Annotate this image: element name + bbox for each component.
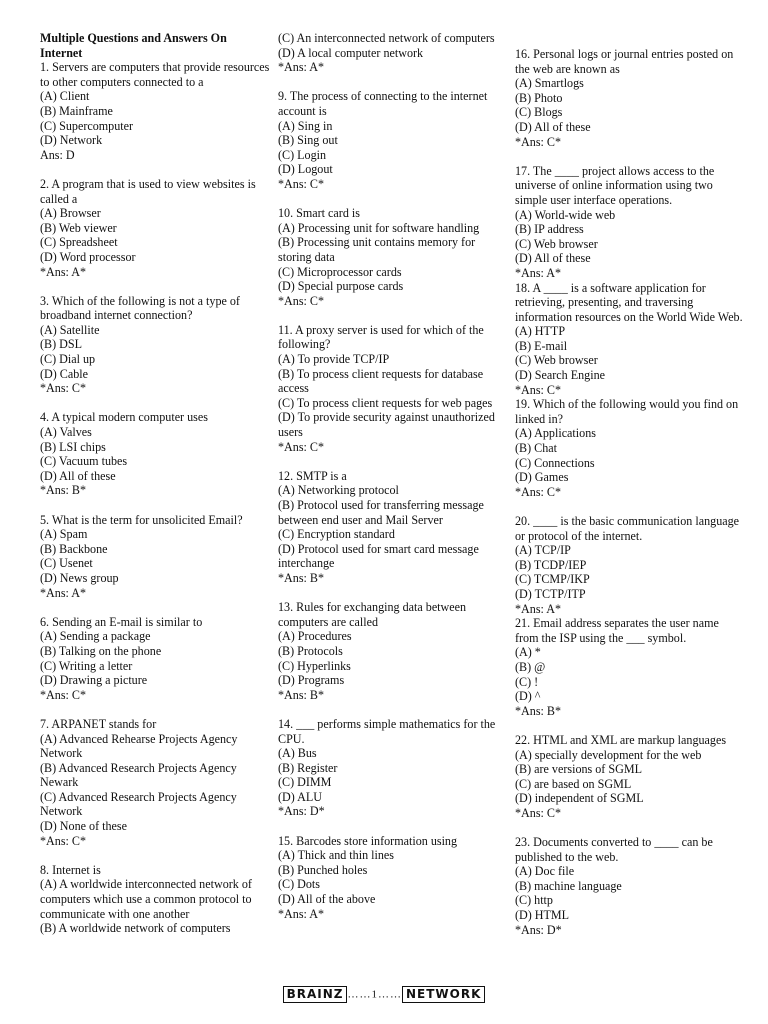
question-line: (C) Vacuum tubes [40,454,128,469]
question-line: 8. Internet is [40,862,101,877]
question-line: *Ans: B* [40,483,87,498]
question-block [278,206,508,308]
question-block [278,717,508,819]
question-line: *Ans: C* [515,484,562,499]
document-title: Multiple Questions and Answers On Internet [40,31,227,60]
question-line: (B) machine language [515,878,622,893]
question-line: 1. Servers are computers that provide resources to other computers connected to a [40,60,270,89]
question-line: (A) * [515,645,541,660]
column-3 [515,47,745,952]
question-line: (D) Special purpose cards [278,279,404,294]
question-line: *Ans: C* [515,134,562,149]
question-line: (B) Sing out [278,133,338,148]
question-line: 10. Smart card is [278,206,360,221]
question-block [40,513,270,601]
question-line: *Ans: A* [40,585,87,600]
question-line: *Ans: A* [278,60,325,75]
question-line: 22. HTML and XML are markup languages [515,732,727,747]
question-line: (A) Doc file [515,864,575,879]
question-line: (D) A local computer network [278,45,424,60]
question-line: (A) HTTP [515,324,566,339]
question-line: (D) ALU [278,789,322,804]
footer-brand-left: BRAINZ [283,986,348,1003]
question-line: (D) Search Engine [515,368,605,383]
question-line: (C) DIMM [278,775,332,790]
question-line: (C) ! [515,674,539,689]
question-line: (C) To process client requests for web pages [278,395,493,410]
question-line: (C) Blogs [515,105,563,120]
question-line: (B) are versions of SGML [515,762,642,777]
question-line: (B) E-mail [515,338,568,353]
question-line: *Ans: C* [515,805,562,820]
question-block [515,47,745,149]
question-line: (A) Bus [278,746,317,761]
question-line: (D) ^ [515,689,541,704]
question-line: (B) @ [515,659,546,674]
question-line: (C) Web browser [515,236,598,251]
question-line: (D) All of these [515,251,591,266]
question-line: (B) A worldwide network of computers [40,921,231,936]
question-line: Ans: D [40,147,75,162]
question-line: (B) LSI chips [40,439,106,454]
question-line: 5. What is the term for unsolicited Email? [40,512,243,527]
question-line: 3. Which of the following is not a type of broadband internet connection? [40,293,240,323]
question-line: (D) None of these [40,819,127,834]
question-line: 13. Rules for exchanging data between computers are called [278,600,467,629]
question-block [40,60,270,162]
question-block [278,89,508,191]
question-line: (A) Sending a package [40,629,151,644]
question-line: (A) Satellite [40,322,100,337]
question-line: 21. Email address separates the user name from the ISP using the ___ symbol. [515,616,719,645]
question-line: (C) Login [278,147,327,162]
question-line: (C) Writing a letter [40,658,133,673]
question-line: *Ans: C* [278,293,325,308]
question-block [40,717,270,848]
question-line: (C) Dots [278,877,320,892]
question-line: (A) To provide TCP/IP [278,352,390,367]
question-line: (C) Advanced Research Projects Agency Network [40,789,237,819]
question-block [515,835,745,937]
page-number: ……1…… [347,988,402,1001]
question-line: *Ans: A* [40,264,87,279]
question-line: (C) are based on SGML [515,776,632,791]
question-line: (A) A worldwide interconnected network of computers which use a common protocol to communicate with one another [40,877,252,921]
question-line: (A) specially development for the web [515,747,702,762]
question-line: 11. A proxy server is used for which of the following? [278,322,484,352]
question-line: (C) Connections [515,455,595,470]
question-line: (D) Protocol used for smart card message interchange [278,541,479,571]
question-line: (A) Client [40,89,90,104]
question-line: (B) DSL [40,337,82,352]
question-line: (D) Games [515,470,569,485]
question-line: (B) Chat [515,441,557,456]
question-block [278,834,508,922]
question-line: (A) Browser [40,206,101,221]
question-line: 20. ____ is the basic communication language or protocol of the internet. [515,514,740,543]
question-line: (D) All of these [515,119,591,134]
question-line: (D) independent of SGML [515,791,644,806]
question-line: (B) Punched holes [278,862,368,877]
question-block [515,164,745,500]
question-line: *Ans: A* [278,906,325,921]
question-line: 19. Which of the following would you find on linked in? [515,397,739,426]
question-line: 15. Barcodes store information using [278,833,458,848]
question-line: *Ans: C* [278,176,325,191]
question-line: (B) Talking on the phone [40,643,162,658]
question-line: *Ans: B* [278,687,325,702]
question-line: (C) Supercomputer [40,118,134,133]
question-line: (B) Mainframe [40,103,113,118]
question-line: (B) Backbone [40,541,108,556]
column-1 [40,31,270,950]
question-line: (D) HTML [515,908,570,923]
question-line: (C) Dial up [40,352,96,367]
question-line: (D) Logout [278,162,333,177]
question-line: (B) Protocol used for transferring message between end user and Mail Server [278,498,484,527]
question-line: (B) Photo [515,90,563,105]
question-line: (A) Processing unit for software handling [278,220,480,235]
question-line: (C) An interconnected network of computers [278,31,495,45]
question-line: (C) Usenet [40,556,93,571]
question-line: (A) Advanced Rehearse Projects Agency Network [40,731,238,761]
question-line: (C) Encryption standard [278,527,395,542]
question-line: (B) IP address [515,222,584,237]
question-line: (B) Protocols [278,643,343,658]
question-line: *Ans: B* [278,570,325,585]
question-block [278,323,508,454]
question-line: (D) TCTP/ITP [515,586,586,601]
question-line: 4. A typical modern computer uses [40,410,208,425]
question-line: (D) All of these [40,468,116,483]
question-line: (C) Microprocessor cards [278,264,402,279]
question-line: (A) TCP/IP [515,543,571,558]
question-line: (C) http [515,893,553,908]
question-block [40,410,270,498]
column-2 [278,31,508,936]
question-line: (C) Spreadsheet [40,235,118,250]
question-line: (A) Sing in [278,118,333,133]
question-line: *Ans: C* [515,382,562,397]
question-line: 2. A program that is used to view websites is called a [40,176,256,206]
question-line: *Ans: D* [515,922,562,937]
question-block [278,31,508,75]
question-line: (D) Network [40,133,103,148]
question-block [515,514,745,718]
question-line: (B) Register [278,760,338,775]
question-block [40,294,270,396]
question-line: *Ans: A* [515,601,562,616]
question-line: (D) Programs [278,673,345,688]
question-line: *Ans: C* [40,381,87,396]
question-line: (A) Applications [515,426,596,441]
question-line: (C) Hyperlinks [278,658,351,673]
question-line: (D) News group [40,570,119,585]
question-line: 16. Personal logs or journal entries posted on the web are known as [515,47,734,76]
question-block [278,600,508,702]
question-block [40,863,270,936]
question-line: (D) Word processor [40,249,136,264]
question-line: 7. ARPANET stands for [40,716,157,731]
question-line: (A) Networking protocol [278,483,399,498]
question-line: 14. ___ performs simple mathematics for the CPU. [278,716,496,746]
question-line: (A) World-wide web [515,207,616,222]
question-line: 12. SMTP is a [278,468,347,483]
question-line: (B) Advanced Research Projects Agency Newark [40,760,237,790]
question-line: (A) Valves [40,425,92,440]
question-line: (A) Thick and thin lines [278,848,394,863]
question-line: *Ans: A* [515,265,562,280]
question-line: (C) TCMP/IKP [515,572,590,587]
page-footer [0,986,768,1003]
question-line: (D) To provide security against unauthorized users [278,410,495,440]
question-line: (D) All of the above [278,892,376,907]
question-line: (A) Spam [40,527,88,542]
question-line: 6. Sending an E-mail is similar to [40,614,203,629]
question-line: 9. The process of connecting to the internet account is [278,89,488,118]
question-line: (D) Cable [40,366,89,381]
question-block [515,733,745,821]
question-line: *Ans: C* [40,687,87,702]
question-line: *Ans: D* [278,804,325,819]
question-line: (A) Procedures [278,629,352,644]
question-line: *Ans: C* [40,833,87,848]
question-line: 23. Documents converted to ____ can be published to the web. [515,835,713,864]
question-line: (C) Web browser [515,353,598,368]
question-line: 17. The ____ project allows access to the universe of online information using two simple user interface operations. [515,163,715,207]
question-block [278,469,508,586]
question-line: *Ans: C* [278,439,325,454]
question-line: 18. A ____ is a software application for retrieving, presenting, and traversing information resources on the World Wide Web. [515,280,743,324]
question-line: (B) Processing unit contains memory for storing data [278,235,476,264]
question-block [40,615,270,703]
footer-brand-right: NETWORK [402,986,485,1003]
question-block [40,177,270,279]
question-line: (B) TCDP/IEP [515,557,587,572]
question-line: (B) To process client requests for database access [278,366,484,396]
question-line: (A) Smartlogs [515,76,584,91]
question-line: (B) Web viewer [40,220,117,235]
question-line: *Ans: B* [515,703,562,718]
question-line: (D) Drawing a picture [40,673,148,688]
